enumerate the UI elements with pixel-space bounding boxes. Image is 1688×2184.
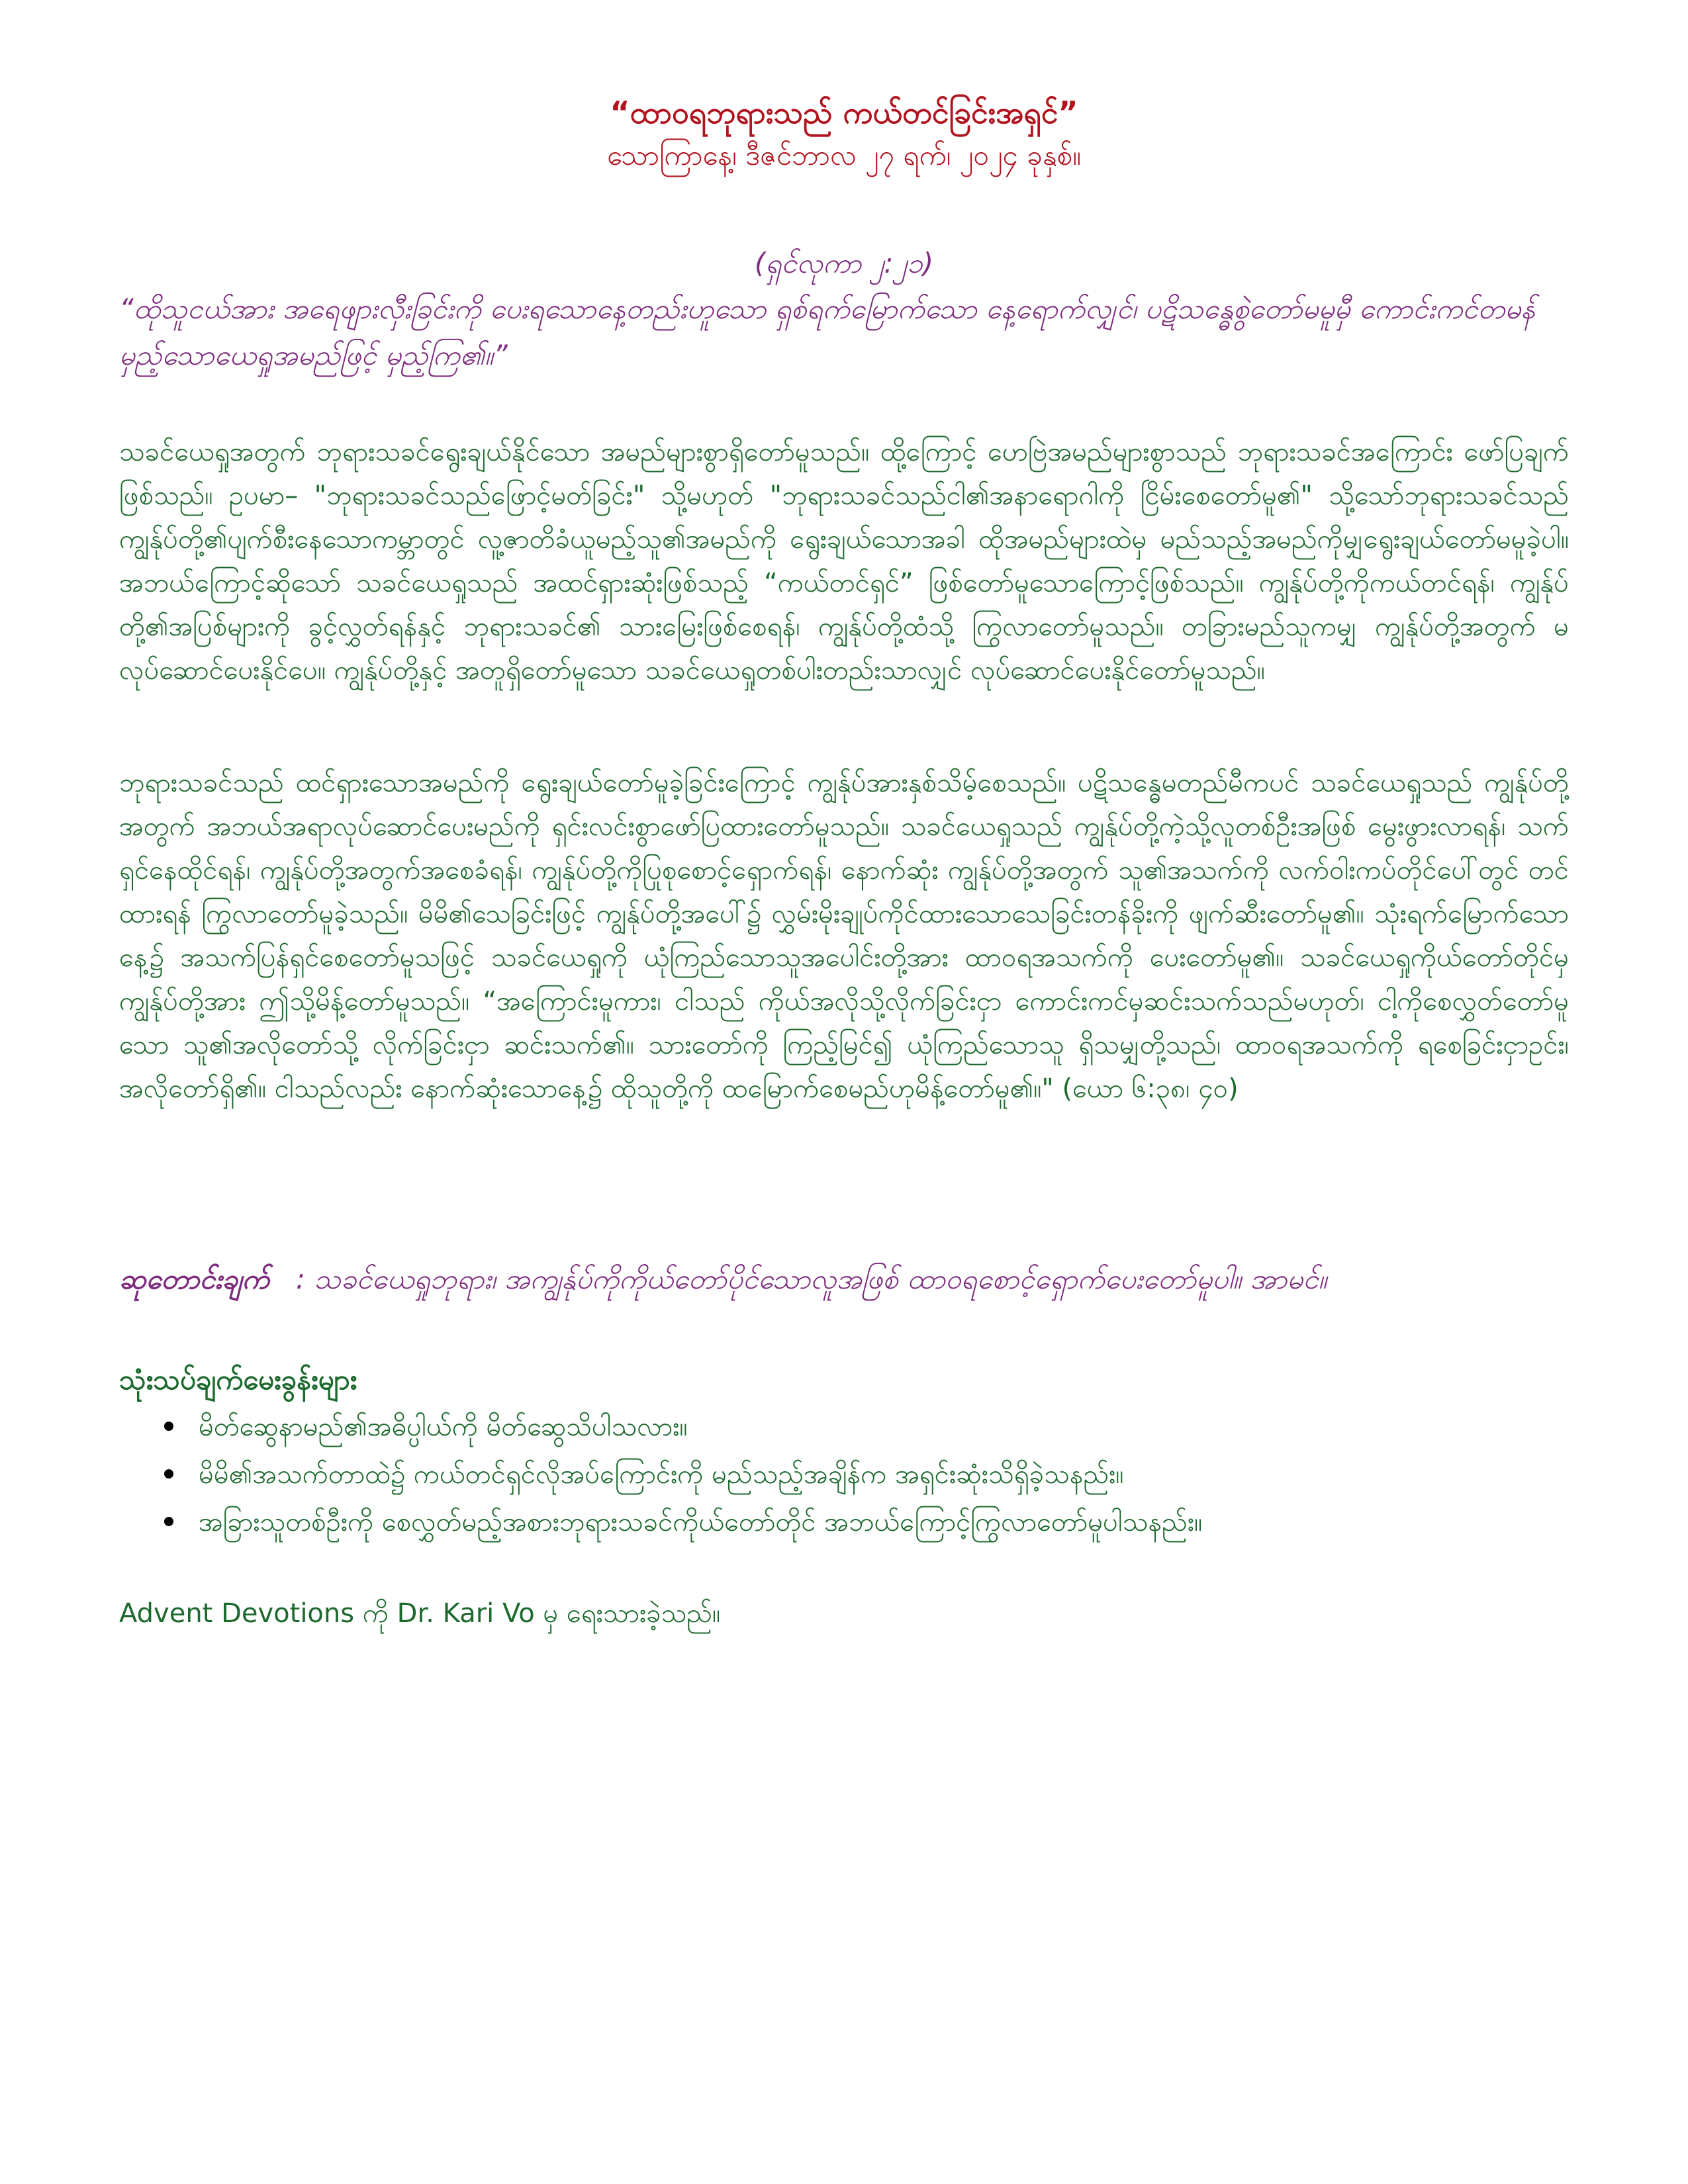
list-item — [119, 1403, 1569, 1451]
scripture-reference: (ရှင်လုကာ ၂:၂၁) — [754, 247, 934, 279]
list-item — [119, 1451, 1569, 1498]
question-text: မိတ်ဆွေနာမည်၏အဓိပ္ပါယ်ကို မိတ်ဆွေသိပါသလား။ — [199, 1412, 688, 1442]
reflection-questions-list — [119, 1403, 1569, 1546]
body-paragraph-2: ဘုရားသခင်သည် ထင်ရှားသောအမည်ကို ရွေးချယ်တော်မူခဲ့ခြင်းကြောင့် ကျွန်ုပ်အားနှစ်သိမ့်စေသည်။ ပဋိသန္ဓေမတည်မီကပင် သခင်ယေရှုသည် ကျွန်ုပ်တို့အတွက် အဘယ်အရာလုပ်ဆောင်ပေးမည်ကို ရှင်းလင်းစွာဖော်ပြထားတော်မူသည်။ သခင်ယေရှုသည် ကျွန်ုပ်တို့ကဲ့သို့လူတစ်ဦးအဖြစ် မွေးဖွားလာရန်၊ သက်ရှင်နေထိုင်ရန်၊ ကျွန်ုပ်တို့အတွက်အစေခံရန်၊ ကျွန်ုပ်တို့ကိုပြုစုစောင့်ရှောက်ရန်၊ နောက်ဆုံး ကျွန်ုပ်တို့အတွက် သူ၏အသက်ကို လက်ဝါးကပ်တိုင်ပေါ်တွင် တင်ထားရန် ကြွလာတော်မူခဲ့သည်။ မိမိ၏သေခြင်းဖြင့် ကျွန်ုပ်တို့အပေါ်၌ လွှမ်းမိုးချုပ်ကိုင်ထားသောသေခြင်းတန်ခိုးကို ဖျက်ဆီးတော်မူ၏။ သုံးရက်မြောက်သောနေ့၌ အသက်ပြန်ရှင်စေတော်မူသဖြင့် သခင်ယေရှုကို ယုံကြည်သောသူအပေါင်းတို့အား ထာဝရအသက်ကို ပေးတော်မူ၏။ သခင်ယေရှုကိုယ်တော်တိုင်မှ ကျွန်ုပ်တို့အား ဤသို့မိန့်တော်မူသည်။ “အကြောင်းမူကား၊ ငါသည် ကိုယ်အလိုသို့လိုက်ခြင်းငှာ ကောင်းကင်မှဆင်းသက်သည်မဟုတ်၊ ငါ့ကိုစေလွှတ်တော်မူသော သူ၏အလိုတော်သို့ လိုက်ခြင်းငှာ ဆင်းသက်၏။ သားတော်ကို ကြည့်မြင်၍ ယုံကြည်သောသူ ရှိသမျှတို့သည်၊ ထာဝရအသက်ကို ရစေခြင်းငှာဥင်း၊ အလိုတော်ရှိ၏။ ငါသည်လည်း နောက်ဆုံးသောနေ့၌ ထိုသူတို့ကို ထမြောက်စေမည်ဟုမိန့်တော်မူ၏။" (ယော ၆:၃၈၊ ၄၀) — [119, 768, 1569, 1104]
author-credit: Advent Devotions ကို Dr. Kari Vo မှ ရေးသားခဲ့သည်။ — [119, 1598, 721, 1629]
devotion-date: သောကြာနေ့၊ ဒီဇင်ဘာလ ၂၇ ရက်၊ ၂၀၂၄ ခုနှစ်။ — [607, 139, 1081, 171]
question-text: မိမိ၏အသက်တာထဲ၌ ကယ်တင်ရှင်လိုအပ်ကြောင်းကို မည်သည့်အချိန်က အရှင်းဆုံးသိရှိခဲ့သနည်း။ — [199, 1459, 1124, 1490]
reflection-title: သုံးသပ်ချက်မေးခွန်းများ — [119, 1363, 357, 1396]
prayer-text: : သခင်ယေရှုဘုရား၊ အကျွန်ုပ်ကိုကိုယ်တော်ပိုင်သောလူအဖြစ် ထာဝရစောင့်ရှောက်ပေးတော်မူပါ။ အာမင်။ — [295, 1263, 1327, 1295]
prayer-label: ဆုတောင်းချက် — [119, 1263, 269, 1295]
scripture-text: “ထိုသူငယ်အား အရေဖျားလှီးခြင်းကို ပေးရသောနေ့တည်းဟူသော ရှစ်ရက်မြောက်သော နေ့ရောက်လျှင်၊ ပဋိသန္ဓေစွဲတော်မမူမှီ ကောင်းကင်တမန် မှည့်သောယေရှုအမည်ဖြင့် မှည့်ကြ၏။” — [119, 293, 1536, 371]
body-paragraph-1: သခင်ယေရှုအတွက် ဘုရားသခင်ရွေးချယ်နိုင်သော အမည်များစွာရှိတော်မူသည်။ ထို့ကြောင့် ဟေဗြဲအမည်များစွာသည် ဘုရားသခင်အကြောင်း ဖော်ပြချက်ဖြစ်သည်။ ဥပမာ– "ဘုရားသခင်သည်ဖြောင့်မတ်ခြင်း" သို့မဟုတ် "ဘုရားသခင်သည်ငါ၏အနာရောဂါကို ငြိမ်းစေတော်မူ၏" သို့သော်ဘုရားသခင်သည် ကျွန်ုပ်တို့၏ပျက်စီးနေသောကမ္ဘာတွင် လူ့ဇာတိခံယူမည့်သူ၏အမည်ကို ရွေးချယ်သောအခါ ထိုအမည်များထဲမှ မည်သည့်အမည်ကိုမျှရွေးချယ်တော်မမူခဲ့ပါ။ အဘယ်ကြောင့်ဆိုသော် သခင်ယေရှုသည် အထင်ရှားဆုံးဖြစ်သည့် “ကယ်တင်ရှင်” ဖြစ်တော်မူသောကြောင့်ဖြစ်သည်။ ကျွန်ုပ်တို့ကိုကယ်တင်ရန်၊ ကျွန်ုပ်တို့၏အပြစ်များကို ခွင့်လွှတ်ရန်နှင့် ဘုရားသခင်၏ သားမြေးဖြစ်စေရန်၊ ကျွန်ုပ်တို့ထံသို့ ကြွလာတော်မူသည်။ တခြားမည်သူကမျှ ကျွန်ုပ်တို့အတွက် မလုပ်ဆောင်ပေးနိုင်ပေ။ ကျွန်ုပ်တို့နှင့် အတူရှိတော်မူသော သခင်ယေရှုတစ်ပါးတည်းသာလျှင် လုပ်ဆောင်ပေးနိုင်တော်မူသည်။ — [119, 437, 1569, 686]
bullet-icon — [164, 1517, 173, 1526]
prayer-section — [119, 1257, 1569, 1301]
bullet-icon — [164, 1422, 173, 1431]
bullet-icon — [164, 1469, 173, 1479]
list-item — [119, 1498, 1569, 1546]
devotion-title: “ထာဝရဘုရားသည် ကယ်တင်ခြင်းအရှင်” — [610, 95, 1078, 130]
question-text: အခြားသူတစ်ဦးကို စေလွှတ်မည့်အစားဘုရားသခင်ကိုယ်တော်တိုင် အဘယ်ကြောင့်ကြွလာတော်မူပါသနည်း။ — [199, 1507, 1203, 1537]
